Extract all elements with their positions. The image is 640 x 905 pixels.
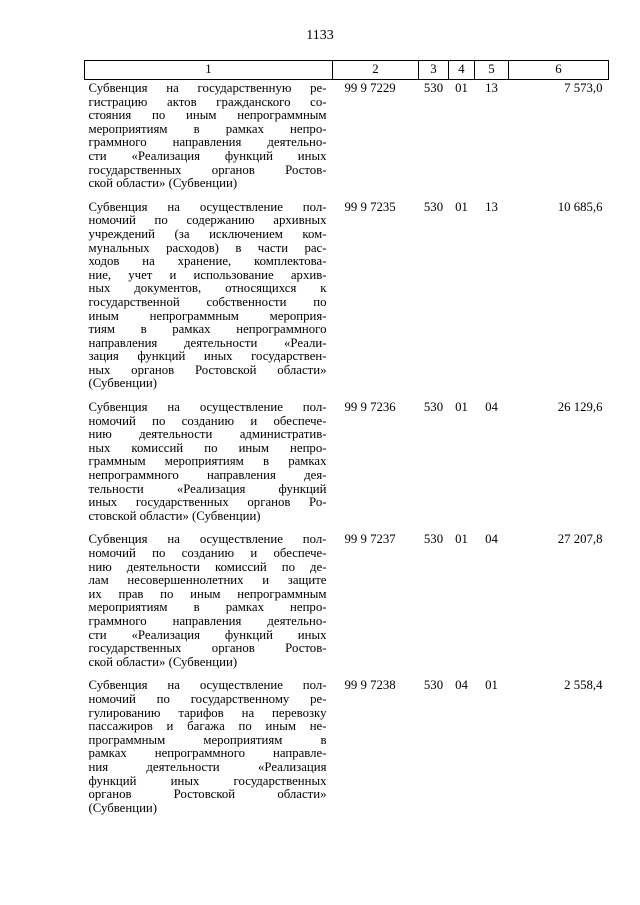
description-line: зация функций иных государствен-: [88, 349, 327, 364]
table-body: [85, 80, 609, 824]
description-line: направления деятельности «Реали-: [88, 335, 327, 350]
amount: 7 573,0: [564, 81, 603, 95]
description-line: ской области» (Субвенции): [88, 654, 238, 669]
description-line: номочий по созданию и обеспече-: [88, 546, 327, 560]
description-line: пассажиров и багажа по иным не-: [88, 719, 327, 734]
section-code: 01: [455, 199, 468, 214]
amount: 27 207,8: [557, 532, 603, 547]
description-line: Субвенция на осуществление пол-: [88, 532, 327, 547]
description-line: Субвенция на осуществление пол-: [88, 678, 327, 693]
description-line: сти «Реализация функций иных: [88, 148, 327, 163]
description-line: ской области» (Субвенции): [88, 176, 238, 191]
description-line: ных комиссий по иным непро-: [88, 440, 327, 455]
column-header-2: 2: [333, 61, 419, 80]
description-line: программным мероприятиям в: [88, 732, 327, 747]
expense-type-code: 530: [423, 81, 444, 95]
section-code: 01: [455, 81, 468, 95]
table-row: [85, 80, 609, 199]
description-line: мероприятиям в рамках непро-: [88, 600, 327, 615]
description-line: ных органов Ростовской области»: [88, 362, 327, 377]
description-line: иных государственных органов Ро-: [88, 495, 327, 510]
description-line: мероприятиям в рамках непро-: [88, 121, 327, 136]
description-line: (Субвенции): [88, 800, 158, 815]
amount: 2 558,4: [564, 678, 603, 693]
row-description: [85, 199, 333, 399]
description-line: органов Ростовской области»: [88, 787, 327, 802]
page-number: 1133: [306, 28, 334, 43]
description-line: стояния по иным непрограммным: [88, 108, 327, 123]
target-code: 99 9 7236: [344, 400, 396, 415]
description-line: стовской области» (Субвенции): [88, 508, 261, 523]
description-line: ных документов, относящихся к: [88, 281, 327, 296]
description-line: граммным мероприятиям в рамках: [88, 454, 327, 469]
section-code: 01: [455, 400, 468, 415]
expense-type-code: 530: [423, 400, 444, 415]
description-line: Субвенция на осуществление пол-: [88, 400, 327, 415]
section-code: 01: [455, 532, 468, 547]
table-row: [85, 399, 609, 531]
description-line: функций иных государственных: [88, 773, 327, 788]
description-line: гулированию тарифов на перевозку: [88, 705, 327, 720]
row-description: [85, 531, 333, 677]
amount: 10 685,6: [557, 199, 603, 214]
description-line: иным непрограммным мероприя-: [88, 308, 327, 323]
description-line: тиям в рамках непрограммного: [88, 322, 327, 337]
budget-table: [84, 60, 609, 823]
description-line: номочий по содержанию архивных: [88, 213, 327, 228]
description-line: номочий по созданию и обеспече-: [88, 413, 327, 428]
description-line: государственных органов Ростов-: [88, 162, 327, 177]
description-line: тельности «Реализация функций: [88, 481, 327, 496]
row-description: [85, 677, 333, 823]
subsection-code: 01: [485, 678, 498, 693]
target-code: 99 9 7237: [344, 532, 396, 547]
subsection-code: 04: [485, 400, 498, 415]
description-line: государственной собственности по: [88, 294, 327, 309]
expense-type-code: 530: [423, 532, 444, 547]
row-description: [85, 399, 333, 531]
description-line: государственных органов Ростов-: [88, 641, 327, 656]
subsection-code: 13: [485, 81, 498, 95]
expense-type-code: 530: [423, 678, 444, 693]
expense-type-code: 530: [423, 199, 444, 214]
table-row: [85, 531, 609, 677]
column-header-1: 1: [85, 61, 333, 80]
amount: 26 129,6: [557, 400, 603, 415]
table-row: [85, 199, 609, 399]
description-line: номочий по государственному ре-: [88, 691, 327, 706]
table-header-row: [85, 61, 609, 80]
description-line: лам несовершеннолетних и защите: [88, 573, 327, 588]
description-line: нию деятельности комиссий по де-: [88, 559, 327, 574]
description-line: учреждений (за исключением ком-: [88, 226, 327, 241]
description-line: граммного направления деятельно-: [88, 613, 327, 628]
description-line: нию деятельности административ-: [88, 427, 327, 442]
description-line: Субвенция на осуществление пол-: [88, 199, 327, 214]
description-line: (Субвенции): [88, 376, 158, 391]
column-header-5: 5: [475, 61, 509, 80]
description-line: граммного направления деятельно-: [88, 135, 327, 150]
description-line: гистрацию актов гражданского со-: [88, 94, 327, 109]
table-row: [85, 677, 609, 823]
target-code: 99 9 7229: [344, 81, 396, 95]
row-description: [85, 80, 333, 199]
target-code: 99 9 7235: [344, 199, 396, 214]
target-code: 99 9 7238: [344, 678, 396, 693]
description-line: мунальных расходов) в части рас-: [88, 240, 327, 255]
subsection-code: 04: [485, 532, 498, 547]
subsection-code: 13: [485, 199, 498, 214]
description-line: сти «Реализация функций иных: [88, 627, 327, 642]
column-header-6: 6: [509, 61, 609, 80]
column-header-4: 4: [449, 61, 475, 80]
description-line: их прав по иным непрограммным: [88, 586, 327, 601]
description-line: непрограммного направления дея-: [88, 468, 327, 483]
description-line: Субвенция на государственную ре-: [88, 81, 327, 95]
description-line: ния деятельности «Реализация: [88, 759, 327, 774]
description-line: рамках непрограммного направле-: [88, 746, 327, 761]
section-code: 04: [455, 678, 468, 693]
description-line: ние, учет и использование архив-: [88, 267, 327, 282]
column-header-3: 3: [419, 61, 449, 80]
description-line: ходов на хранение, комплектова-: [88, 254, 327, 269]
